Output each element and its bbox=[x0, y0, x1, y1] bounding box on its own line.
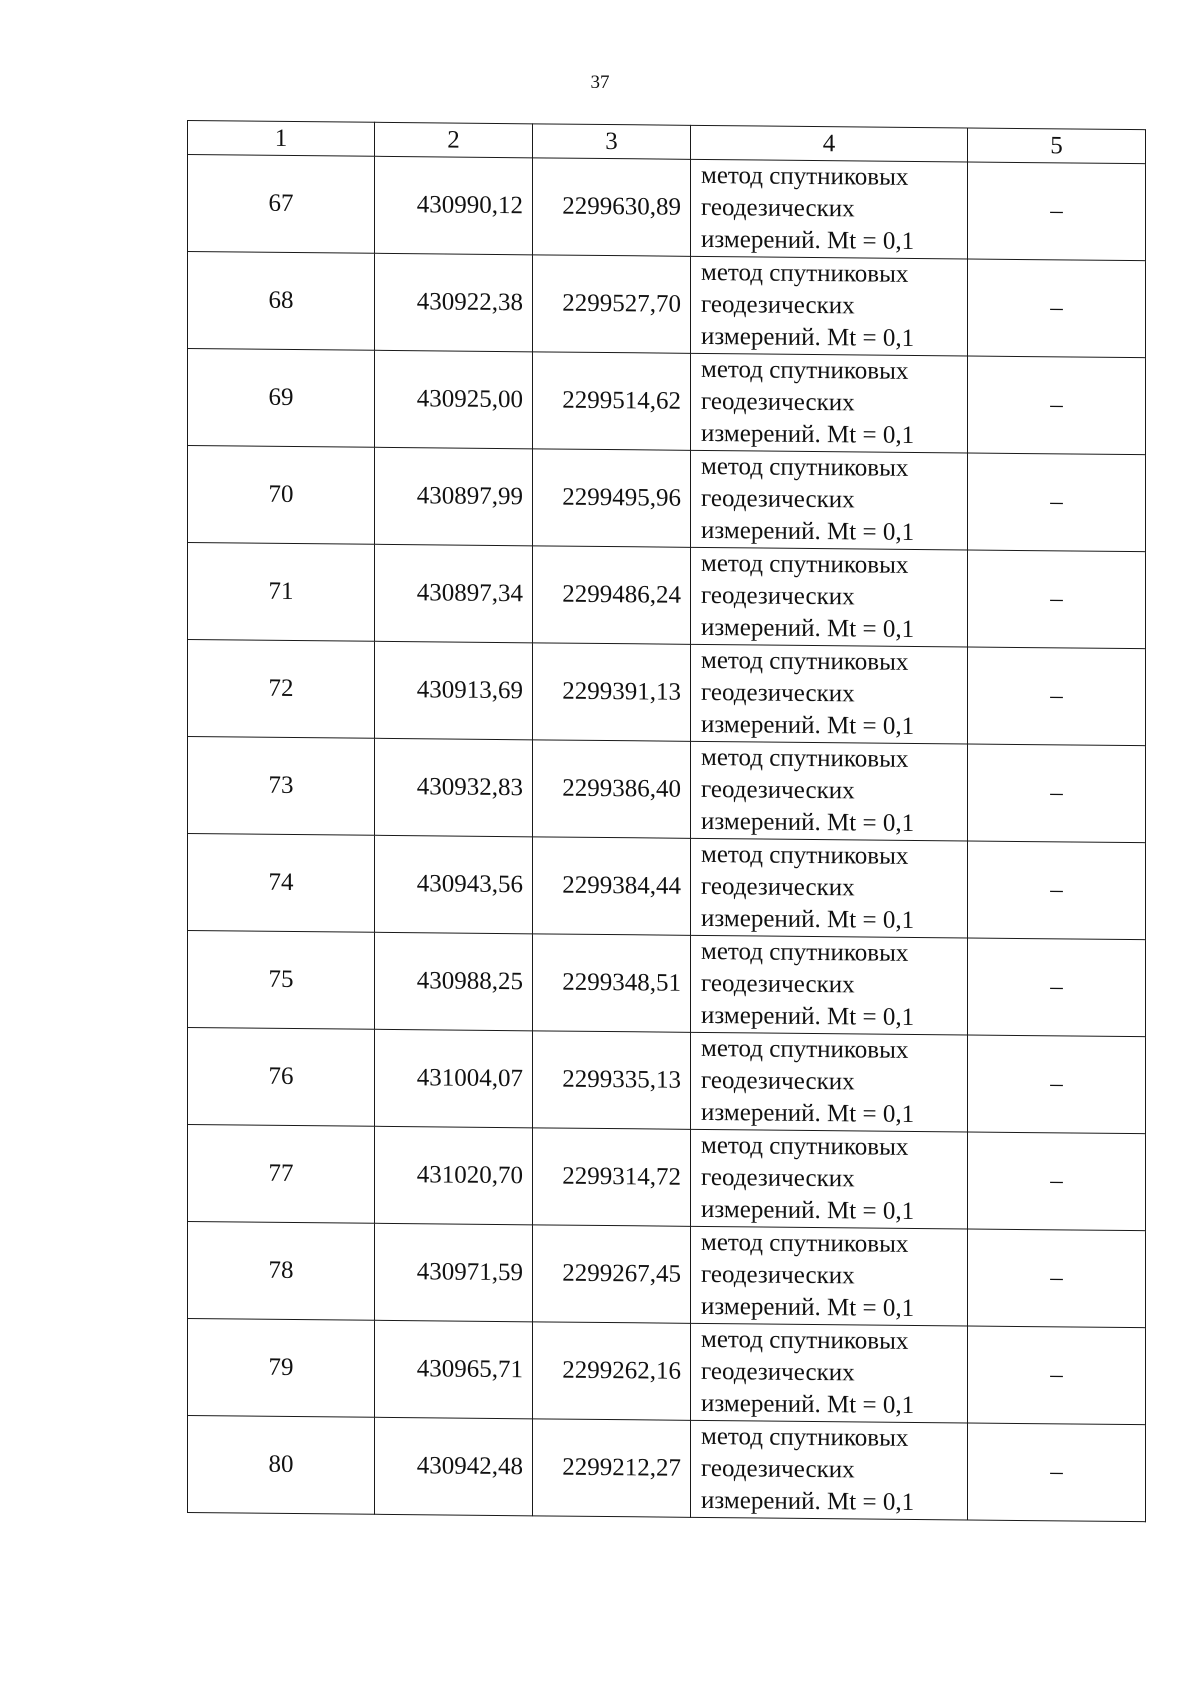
table-row bbox=[188, 446, 1146, 552]
method-line: метод спутниковых bbox=[701, 1325, 909, 1355]
method-line: измерений. Mt = 0,1 bbox=[701, 419, 915, 449]
y-coordinate-cell: 2299495,96 bbox=[533, 449, 691, 548]
note-cell: – bbox=[968, 1035, 1146, 1134]
table-row bbox=[188, 1319, 1146, 1425]
method-cell bbox=[691, 1032, 968, 1132]
point-number-cell: 69 bbox=[188, 349, 375, 448]
point-number-cell: 74 bbox=[188, 834, 375, 933]
method-line: измерений. Mt = 0,1 bbox=[701, 1001, 915, 1031]
table-row bbox=[188, 252, 1146, 358]
method-line: измерений. Mt = 0,1 bbox=[701, 807, 915, 837]
note-cell: – bbox=[968, 1326, 1146, 1425]
table-row bbox=[188, 737, 1146, 843]
x-coordinate-cell: 430932,83 bbox=[375, 738, 533, 837]
point-number-cell: 76 bbox=[188, 1028, 375, 1127]
y-coordinate-cell: 2299486,24 bbox=[533, 546, 691, 645]
point-number-cell: 72 bbox=[188, 640, 375, 739]
method-line: геодезических bbox=[701, 1454, 855, 1484]
method-line: геодезических bbox=[701, 1163, 855, 1193]
y-coordinate-cell: 2299212,27 bbox=[533, 1419, 691, 1518]
y-coordinate-cell: 2299348,51 bbox=[533, 934, 691, 1033]
header-col-2: 2 bbox=[375, 122, 533, 158]
point-number-cell: 68 bbox=[188, 252, 375, 351]
table-row bbox=[188, 640, 1146, 746]
y-coordinate-cell: 2299527,70 bbox=[533, 255, 691, 354]
method-line: метод спутниковых bbox=[701, 840, 909, 870]
method-line: измерений. Mt = 0,1 bbox=[701, 710, 915, 740]
method-line: метод спутниковых bbox=[701, 452, 909, 482]
point-number-cell: 75 bbox=[188, 931, 375, 1030]
method-line: измерений. Mt = 0,1 bbox=[701, 225, 915, 255]
method-line: метод спутниковых bbox=[701, 1034, 909, 1064]
method-line: измерений. Mt = 0,1 bbox=[701, 516, 915, 546]
method-cell bbox=[691, 838, 968, 938]
y-coordinate-cell: 2299630,89 bbox=[533, 158, 691, 257]
y-coordinate-cell: 2299514,62 bbox=[533, 352, 691, 451]
method-line: измерений. Mt = 0,1 bbox=[701, 904, 915, 934]
point-number-cell: 77 bbox=[188, 1125, 375, 1224]
point-number-cell: 79 bbox=[188, 1319, 375, 1418]
header-col-3: 3 bbox=[533, 124, 691, 160]
method-line: геодезических bbox=[701, 484, 855, 514]
method-line: измерений. Mt = 0,1 bbox=[701, 613, 915, 643]
method-line: метод спутниковых bbox=[701, 549, 909, 579]
table-row bbox=[188, 155, 1146, 261]
note-cell: – bbox=[968, 162, 1146, 261]
note-cell: – bbox=[968, 841, 1146, 940]
table-row bbox=[188, 931, 1146, 1037]
point-number-cell: 71 bbox=[188, 543, 375, 642]
header-col-1: 1 bbox=[188, 121, 375, 157]
x-coordinate-cell: 430922,38 bbox=[375, 253, 533, 352]
note-cell: – bbox=[968, 259, 1146, 358]
note-cell: – bbox=[968, 938, 1146, 1037]
point-number-cell: 73 bbox=[188, 737, 375, 836]
method-line: геодезических bbox=[701, 969, 855, 999]
point-number-cell: 80 bbox=[188, 1416, 375, 1515]
method-cell bbox=[691, 935, 968, 1035]
method-line: метод спутниковых bbox=[701, 258, 909, 288]
method-line: геодезических bbox=[701, 290, 855, 320]
y-coordinate-cell: 2299391,13 bbox=[533, 643, 691, 742]
method-cell bbox=[691, 256, 968, 356]
note-cell: – bbox=[968, 744, 1146, 843]
y-coordinate-cell: 2299267,45 bbox=[533, 1225, 691, 1324]
method-cell bbox=[691, 1323, 968, 1423]
method-line: метод спутниковых bbox=[701, 355, 909, 385]
note-cell: – bbox=[968, 550, 1146, 649]
method-line: измерений. Mt = 0,1 bbox=[701, 1098, 915, 1128]
y-coordinate-cell: 2299314,72 bbox=[533, 1128, 691, 1227]
table-row bbox=[188, 349, 1146, 455]
method-line: геодезических bbox=[701, 193, 855, 223]
method-line: геодезических bbox=[701, 1066, 855, 1096]
table-row bbox=[188, 1028, 1146, 1134]
method-line: измерений. Mt = 0,1 bbox=[701, 1292, 915, 1322]
y-coordinate-cell: 2299262,16 bbox=[533, 1322, 691, 1421]
method-cell bbox=[691, 1226, 968, 1326]
method-line: метод спутниковых bbox=[701, 646, 909, 676]
x-coordinate-cell: 430988,25 bbox=[375, 932, 533, 1031]
note-cell: – bbox=[968, 647, 1146, 746]
method-line: геодезических bbox=[701, 1357, 855, 1387]
y-coordinate-cell: 2299335,13 bbox=[533, 1031, 691, 1130]
method-cell bbox=[691, 644, 968, 744]
method-cell bbox=[691, 1420, 968, 1520]
note-cell: – bbox=[968, 1229, 1146, 1328]
table-row bbox=[188, 1416, 1146, 1522]
method-line: геодезических bbox=[701, 387, 855, 417]
header-col-4: 4 bbox=[691, 125, 968, 162]
x-coordinate-cell: 430943,56 bbox=[375, 835, 533, 934]
table-row bbox=[188, 834, 1146, 940]
method-line: геодезических bbox=[701, 775, 855, 805]
method-line: метод спутниковых bbox=[701, 937, 909, 967]
method-line: метод спутниковых bbox=[701, 1131, 909, 1161]
method-line: измерений. Mt = 0,1 bbox=[701, 1486, 915, 1516]
method-cell bbox=[691, 547, 968, 647]
method-line: геодезических bbox=[701, 678, 855, 708]
x-coordinate-cell: 430965,71 bbox=[375, 1320, 533, 1419]
note-cell: – bbox=[968, 453, 1146, 552]
x-coordinate-cell: 430897,34 bbox=[375, 544, 533, 643]
method-line: измерений. Mt = 0,1 bbox=[701, 1195, 915, 1225]
x-coordinate-cell: 430897,99 bbox=[375, 447, 533, 546]
point-number-cell: 78 bbox=[188, 1222, 375, 1321]
table-row bbox=[188, 543, 1146, 649]
x-coordinate-cell: 430971,59 bbox=[375, 1223, 533, 1322]
method-cell bbox=[691, 741, 968, 841]
x-coordinate-cell: 430990,12 bbox=[375, 156, 533, 255]
coordinates-table bbox=[187, 120, 1146, 1522]
note-cell: – bbox=[968, 356, 1146, 455]
x-coordinate-cell: 431020,70 bbox=[375, 1126, 533, 1225]
point-number-cell: 70 bbox=[188, 446, 375, 545]
method-line: метод спутниковых bbox=[701, 743, 909, 773]
note-cell: – bbox=[968, 1132, 1146, 1231]
method-line: метод спутниковых bbox=[701, 161, 909, 191]
method-line: измерений. Mt = 0,1 bbox=[701, 322, 915, 352]
method-cell bbox=[691, 159, 968, 259]
x-coordinate-cell: 430913,69 bbox=[375, 641, 533, 740]
method-line: геодезических bbox=[701, 581, 855, 611]
method-line: геодезических bbox=[701, 1260, 855, 1290]
x-coordinate-cell: 430925,00 bbox=[375, 350, 533, 449]
page-number: 37 bbox=[590, 72, 610, 93]
note-cell: – bbox=[968, 1423, 1146, 1522]
method-line: метод спутниковых bbox=[701, 1228, 909, 1258]
table-row bbox=[188, 1222, 1146, 1328]
table-row bbox=[188, 1125, 1146, 1231]
method-cell bbox=[691, 353, 968, 453]
y-coordinate-cell: 2299386,40 bbox=[533, 740, 691, 839]
point-number-cell: 67 bbox=[188, 155, 375, 254]
method-cell bbox=[691, 1129, 968, 1229]
method-line: измерений. Mt = 0,1 bbox=[701, 1389, 915, 1419]
method-line: геодезических bbox=[701, 872, 855, 902]
method-line: метод спутниковых bbox=[701, 1422, 909, 1452]
x-coordinate-cell: 431004,07 bbox=[375, 1029, 533, 1128]
y-coordinate-cell: 2299384,44 bbox=[533, 837, 691, 936]
x-coordinate-cell: 430942,48 bbox=[375, 1417, 533, 1516]
method-cell bbox=[691, 450, 968, 550]
header-col-5: 5 bbox=[968, 128, 1146, 164]
